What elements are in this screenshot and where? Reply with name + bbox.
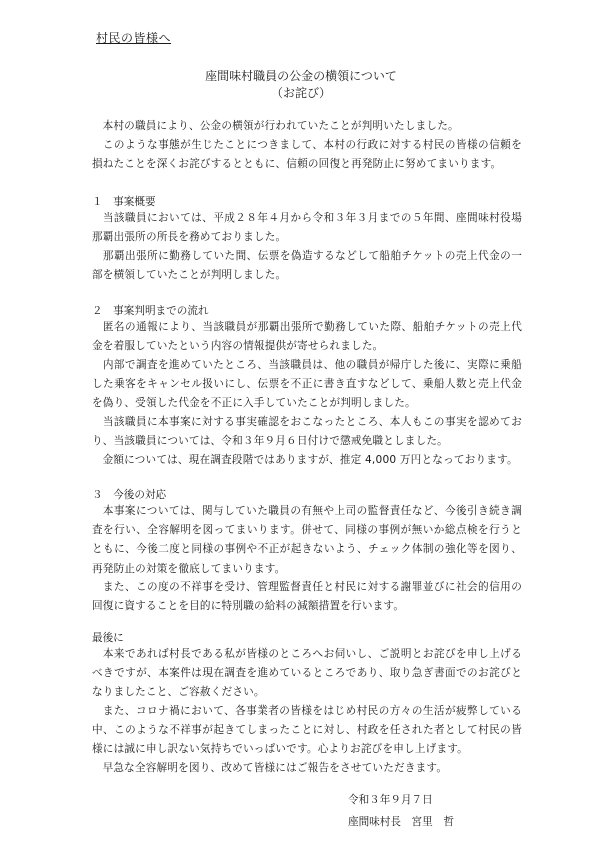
closing-paragraph-2: また、コロナ禍において、各事業者の皆様をはじめ村民の方々の生活が疲弊している中、このような不祥事が起きてしまったことに対し、村政を任された者として村民の皆様には誠に申し訳ない気持ちでいっぱいです。心よりお詫びを申し上げます。 [92,705,522,756]
section2-paragraph-3: 当該職員に本事案に対する事実確認をおこなったところ、本人もこの事実を認めており、当該職員については、令和３年９月６日付けで懲戒免職としました。 [92,416,522,448]
closing-paragraph-3: 早急な全容解明を図り、改めて皆様にはご報告をさせていただきます。 [102,762,448,774]
intro-paragraph-1: 本村の職員により、公金の横領が行われていたことが判明いたしました。 [102,120,459,132]
section2-paragraph-4: 金額については、現在調査段階ではありますが、推定 4,000 万円となっております。 [102,454,518,466]
signature-date: 令和３年９月７日 [348,794,433,806]
section1-paragraph-2: 那覇出張所に勤務していた間、伝票を偽造するなどして船舶チケットの売上代金の一部を横領していたことが判明しました。 [92,250,522,282]
closing-heading: 最後に [92,632,124,644]
section3-paragraph-2: また、この度の不祥事を受け、管理監督責任と村民に対する謝罪並びに社会的信用の回復に資することを目的に特別職の給料の減額措置を行います。 [92,581,522,613]
section1-paragraph-1: 当該職員においては、平成２８年４月から令和３年３月までの５年間、座間味村役場那覇出張所の所長を務めておりました。 [92,212,522,244]
section3-paragraph-1: 本事案については、関与していた職員の有無や上司の監督責任など、今後引き続き調査を行い、全容解明を図ってまいります。併せて、同様の事例が無いか総点検を行うとともに、今後二度と同様の事例や不正が起きないよう、チェック体制の強化等を図り、再発防止の対策を徹底してまいります。 [92,505,522,575]
section2-paragraph-1: 匿名の通報により、当該職員が那覇出張所で勤務していた際、船舶チケットの売上代金を着服していたという内容の情報提供が寄せられました。 [92,321,522,353]
section-heading-overview: １ 事案概要 [92,196,156,208]
signature-signer: 座間味村長 宮里 哲 [348,816,454,828]
section-heading-response: ３ 今後の対応 [92,489,167,501]
closing-paragraph-1: 本来であれば村長である私が皆様のところへお伺いし、ご説明とお詫びを申し上げるべきですが、本案件は現在調査を進めているところであり、取り急ぎ書面でのお詫びとなりましたこと、ご容赦ください。 [92,648,522,699]
document-subtitle: （お詫び） [270,86,331,100]
section-heading-discovery: ２ 事案判明までの流れ [92,305,209,317]
section2-paragraph-2: 内部で調査を進めていたところ、当該職員は、他の職員が帰庁した後に、実際に乗船した乗客をキャンセル扱いにし、伝票を不正に書き直すなどして、乗船人数と売上代金を偽り、受領した代金を不正に入手していたことが判明しました。 [92,359,522,410]
intro-paragraph-2: このような事態が生じたことにつきまして、本村の行政に対する村民の皆様の信頼を損ねたことを深くお詫びするとともに、信頼の回復と再発防止に努めてまいります。 [92,139,522,171]
document-title: 座間味村職員の公金の横領について [205,69,397,83]
addressee: 村民の皆様へ [96,31,172,45]
